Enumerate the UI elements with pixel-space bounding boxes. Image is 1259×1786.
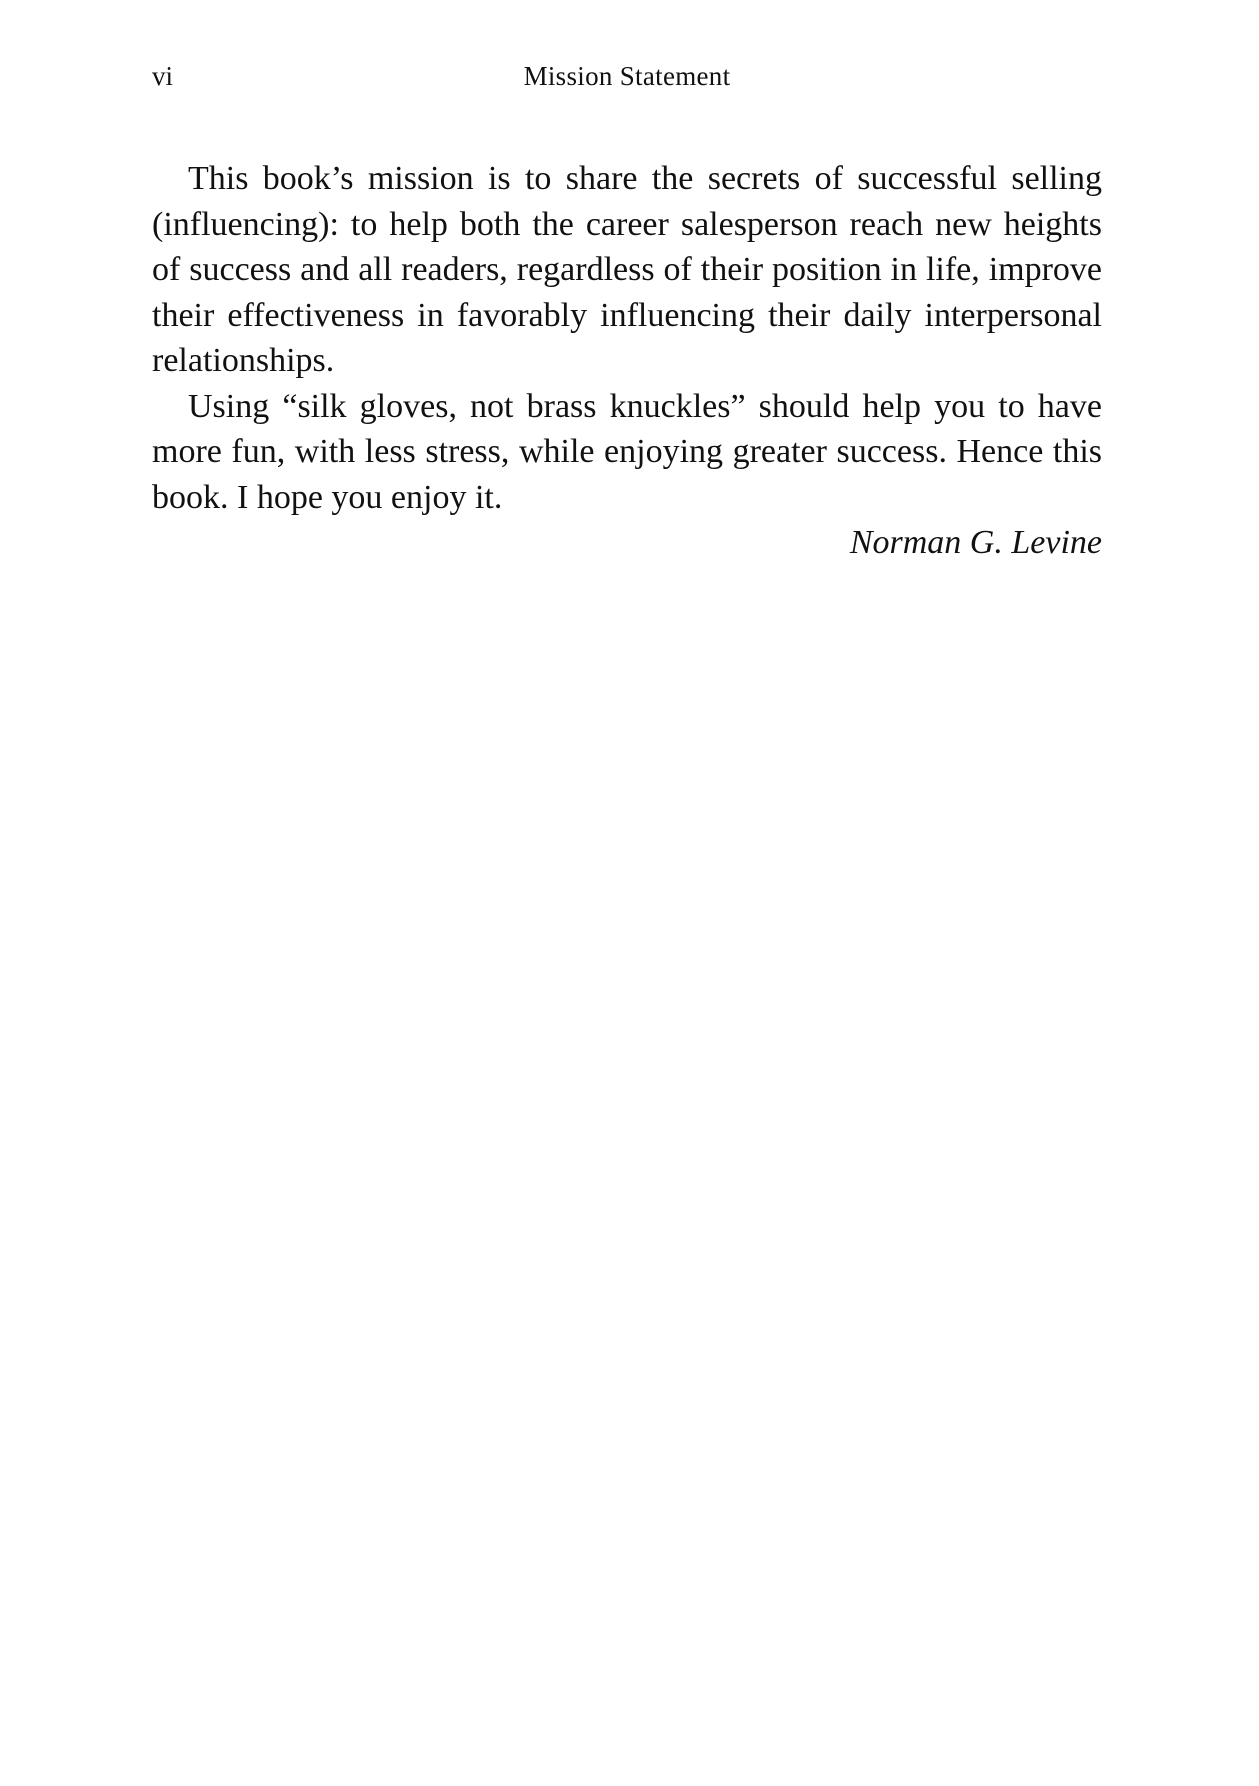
body-text [152, 156, 1102, 566]
author-signature: Norman G. Levine [849, 524, 1102, 561]
page-number: vi [152, 61, 174, 91]
running-title: Mission Statement [523, 61, 731, 91]
running-head [152, 56, 1102, 96]
paragraph-silk-gloves: Using “silk gloves, not brass knuckles” should help you to have more fun, with less stress, while enjoying greater success. Hence this book. I hope you enjoy it. [152, 387, 1102, 516]
paragraph-mission: This book’s mission is to share the secrets of successful selling (influencing): to help both the career salesperson reach new heights of success and all readers, regardless of their position in life, improve their effectiveness in favorably influencing their daily interpersonal relationships. [152, 160, 1102, 379]
